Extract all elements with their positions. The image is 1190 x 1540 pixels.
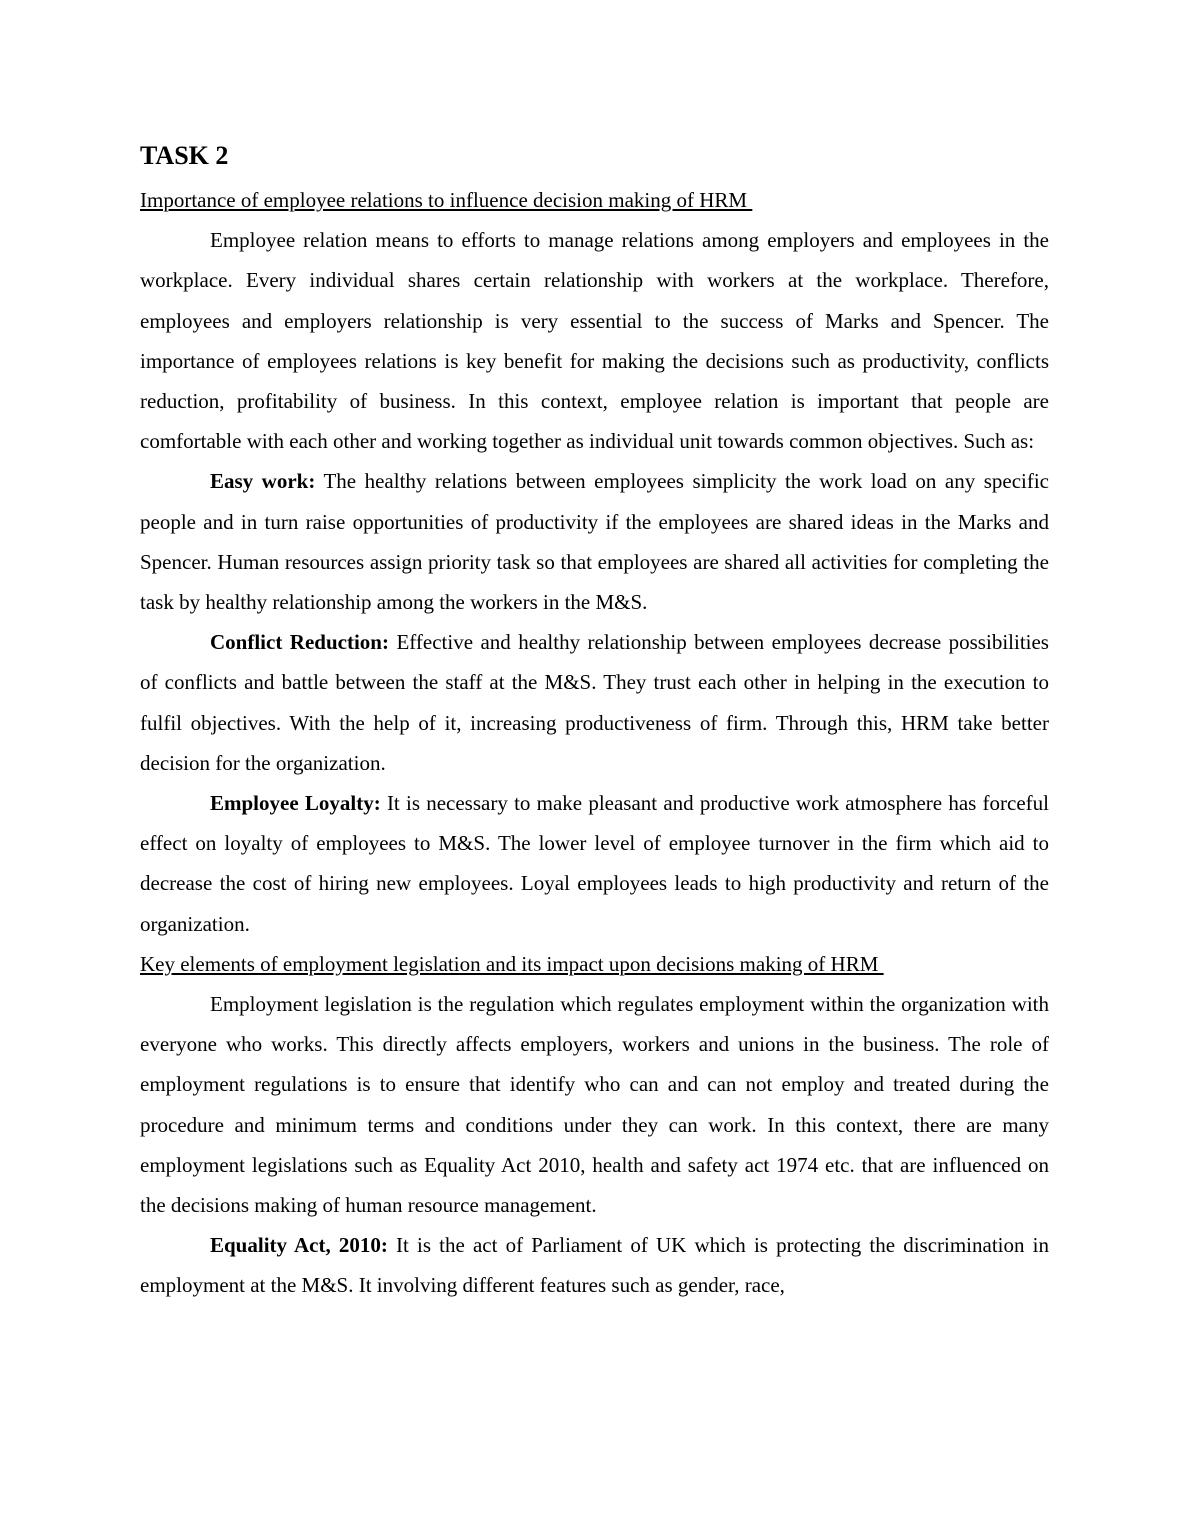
document-page <box>140 138 1049 1306</box>
point-conflict-reduction <box>140 622 1049 783</box>
point-equality-act <box>140 1225 1049 1305</box>
point-text: It is the act of Parliament of UK which is protecting the discrimination in employment at the M&S. It involving different features such as gender, race, <box>140 1233 1049 1298</box>
point-employee-loyalty <box>140 783 1049 944</box>
point-text: The healthy relations between employees simplicity the work load on any specific people and in turn raise opportunities of productivity if the employees are shared ideas in the Marks and Spencer. Human resources assign priority task so that employees are shared all activities for completing the task by healthy relationship among the workers in the M&S. <box>140 469 1050 615</box>
point-text: Effective and healthy relationship between employees decrease possibilities of conflicts and battle between the staff at the M&S. They trust each other in helping in the execution to fulfil objectives. With the help of it, increasing productiveness of firm. Through this, HRM take better decision for the organization. <box>140 630 1049 775</box>
point-term: Easy work: <box>210 469 316 494</box>
section-heading-employment-legislation: Key elements of employment legislation and its impact upon decisions making of HRM <box>140 951 884 976</box>
point-easy-work <box>140 461 1049 622</box>
employee-relations-intro: Employee relation means to efforts to manage relations among employers and employees in the workplace. Every individual shares certain relationship with workers at the workplace. Therefore, employees and employers relationship is very essential to the success of Marks and Spencer. The importance of employees relations is key benefit for making the decisions such as productivity, conflicts reduction, profitability of business. In this context, employee relation is important that people are comfortable with each other and working together as individual unit towards common objectives. Such as: <box>140 228 1049 454</box>
employment-legislation-intro: Employment legislation is the regulation which regulates employment within the organization with everyone who works. This directly affects employers, workers and unions in the business. The role of employment regulations is to ensure that identify who can and can not employ and treated during the procedure and minimum terms and conditions under they can work. In this context, there are many employment legislations such as Equality Act 2010, health and safety act 1974 etc. that are influenced on the decisions making of human resource management. <box>140 992 1049 1218</box>
point-term: Employee Loyalty: <box>210 791 381 816</box>
point-text: It is necessary to make pleasant and productive work atmosphere has forceful effect on loyalty of employees to M&S. The lower level of employee turnover in the firm which aid to decrease the cost of hiring new employees. Loyal employees leads to high productivity and return of the organization. <box>140 791 1050 936</box>
point-term: Equality Act, 2010: <box>210 1233 388 1258</box>
section-heading-employee-relations: Importance of employee relations to influence decision making of HRM <box>140 188 753 212</box>
point-term: Conflict Reduction: <box>210 630 389 655</box>
task-title: TASK 2 <box>140 141 229 170</box>
